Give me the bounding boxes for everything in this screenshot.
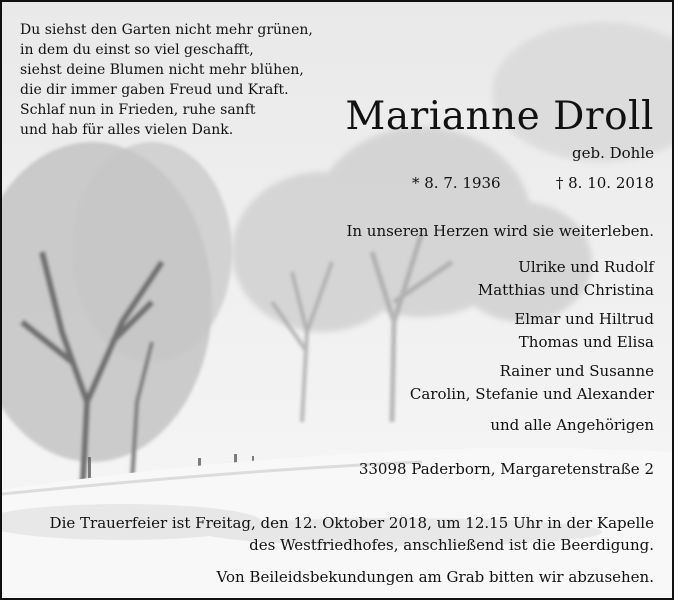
poem-line: Du siehst den Garten nicht mehr grünen, bbox=[20, 22, 313, 38]
death-date: † 8. 10. 2018 bbox=[555, 174, 654, 192]
poem-line: die dir immer gaben Freud und Kraft. bbox=[20, 82, 289, 98]
mourner-line: Elmar und Hiltrud bbox=[514, 310, 654, 328]
birth-name: geb. Dohle bbox=[571, 144, 654, 162]
poem-line: und hab für alles vielen Dank. bbox=[20, 122, 234, 138]
funeral-info-line: Die Trauerfeier ist Freitag, den 12. Oktober 2018, um 12.15 Uhr in der Kapelle bbox=[49, 514, 654, 532]
poem-line: siehst deine Blumen nicht mehr blühen, bbox=[20, 62, 304, 78]
dedication: In unseren Herzen wird sie weiterleben. bbox=[346, 222, 654, 240]
poem-line: in dem du einst so viel geschafft, bbox=[20, 42, 254, 58]
address: 33098 Paderborn, Margaretenstraße 2 bbox=[358, 460, 654, 478]
deceased-name: Marianne Droll bbox=[345, 94, 654, 139]
mourner-line: Matthias und Christina bbox=[477, 281, 654, 299]
birth-date: * 8. 7. 1936 bbox=[412, 174, 501, 192]
funeral-info-line: des Westfriedhofes, anschließend ist die Beerdigung. bbox=[249, 536, 654, 554]
mourner-line: Ulrike und Rudolf bbox=[518, 258, 654, 276]
mourner-line: Carolin, Stefanie und Alexander bbox=[409, 385, 654, 403]
mourner-line: und alle Angehörigen bbox=[490, 416, 654, 434]
poem-line: Schlaf nun in Frieden, ruhe sanft bbox=[20, 102, 256, 118]
poem bbox=[20, 20, 313, 140]
condolence-note: Von Beileidsbekundungen am Grab bitten wir abzusehen. bbox=[216, 568, 654, 586]
mourner-line: Thomas und Elisa bbox=[518, 333, 654, 351]
mourner-line: Rainer und Susanne bbox=[499, 362, 654, 380]
